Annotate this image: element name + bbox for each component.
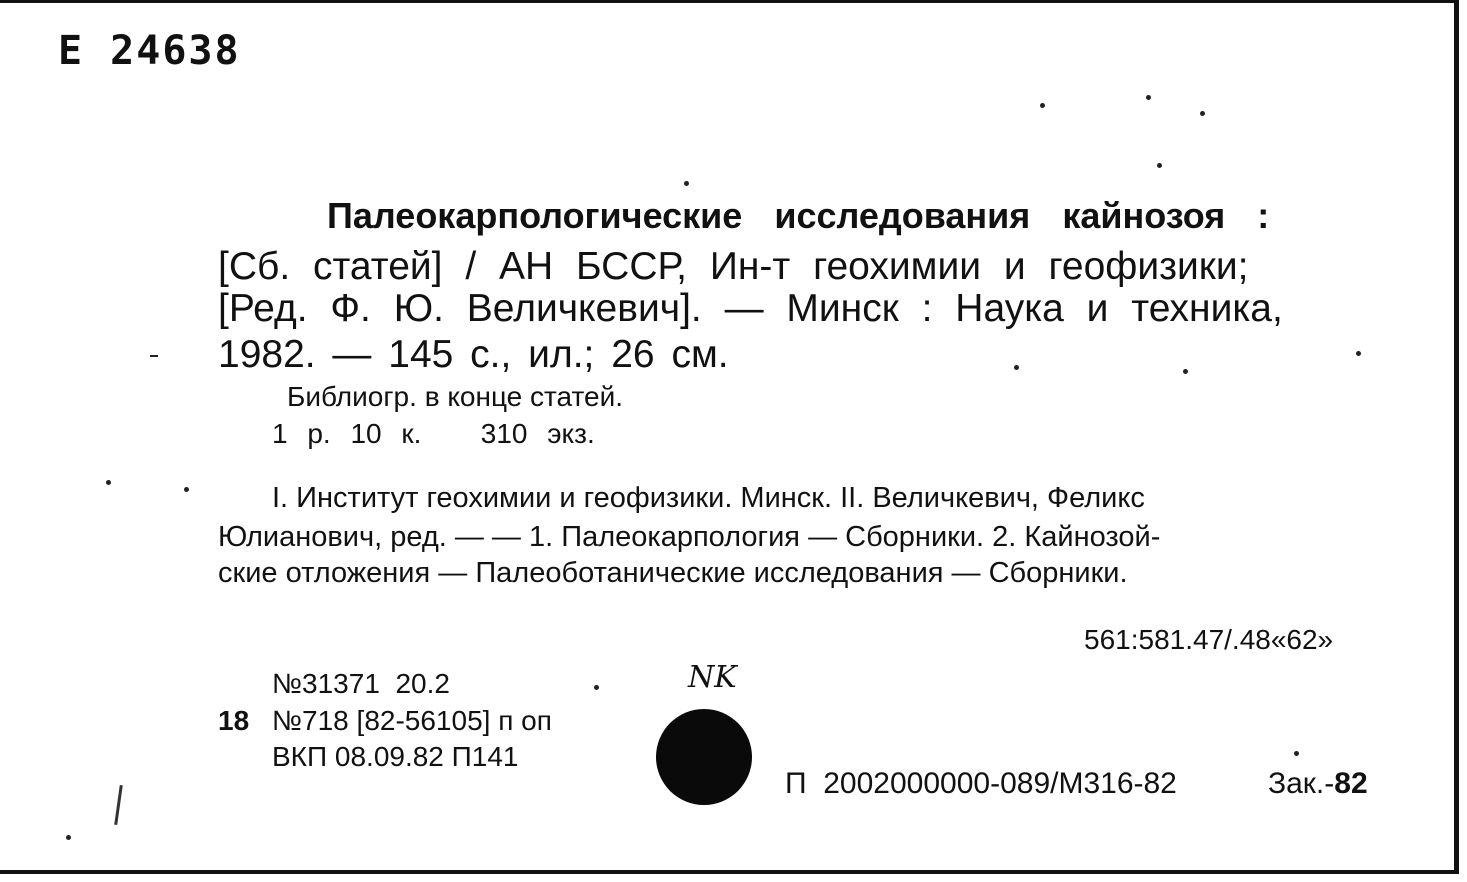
catalog-number: E 24638 — [58, 28, 241, 74]
order-field — [1268, 769, 1368, 799]
speck — [150, 355, 158, 357]
speck — [684, 181, 689, 186]
speck — [1040, 103, 1045, 108]
order-label: Зак.- — [1268, 767, 1335, 800]
speck — [1294, 751, 1299, 756]
entry-line-3: [Ред. Ф. Ю. Величкевич]. — Минск : Наука и техника, — [218, 287, 1283, 330]
handwritten-mark: NK — [688, 660, 737, 695]
speck — [594, 685, 599, 690]
tracing-line-3: ские отложения — Палеоботанические исследования — Сборники. — [218, 557, 1128, 589]
speck — [66, 835, 71, 840]
registry-line-1: №31371 20.2 — [272, 668, 450, 699]
registry-line-3: ВКП 08.09.82 П141 — [272, 741, 519, 772]
pen-stroke — [114, 785, 123, 825]
speck — [1157, 163, 1162, 168]
udc-code: 561:581.47/.48«62» — [1084, 624, 1334, 655]
price-note: 1 р. 10 к. 310 экз. — [272, 418, 595, 449]
bibliography-note: Библиогр. в конце статей. — [287, 381, 623, 412]
punch-hole — [656, 709, 752, 805]
speck — [184, 487, 189, 492]
speck — [1356, 351, 1361, 356]
footer-code: П 2002000000-089/М316-82 — [785, 767, 1177, 800]
speck — [1183, 369, 1188, 374]
registry-line-2-number: 18 — [218, 705, 250, 736]
entry-title: Палеокарпологические исследования кайнозоя : — [327, 195, 1270, 236]
speck — [1200, 111, 1205, 116]
speck — [1014, 365, 1019, 370]
entry-line-2: [Сб. статей] / АН БССР, Ин-т геохимии и геофизики; — [218, 245, 1249, 288]
speck — [1146, 95, 1151, 100]
speck — [106, 480, 111, 485]
tracing-line-2: Юлианович, ред. — — 1. Палеокарпология — Сборники. 2. Кайнозой- — [218, 521, 1161, 553]
tracing-line-1: I. Институт геохимии и геофизики. Минск. II. Величкевич, Феликс — [272, 482, 1145, 514]
entry-line-4: 1982. — 145 с., ил.; 26 см. — [218, 333, 729, 376]
order-number: 82 — [1334, 767, 1368, 800]
registry-line-2: №718 [82-56105] п оп — [272, 705, 552, 736]
